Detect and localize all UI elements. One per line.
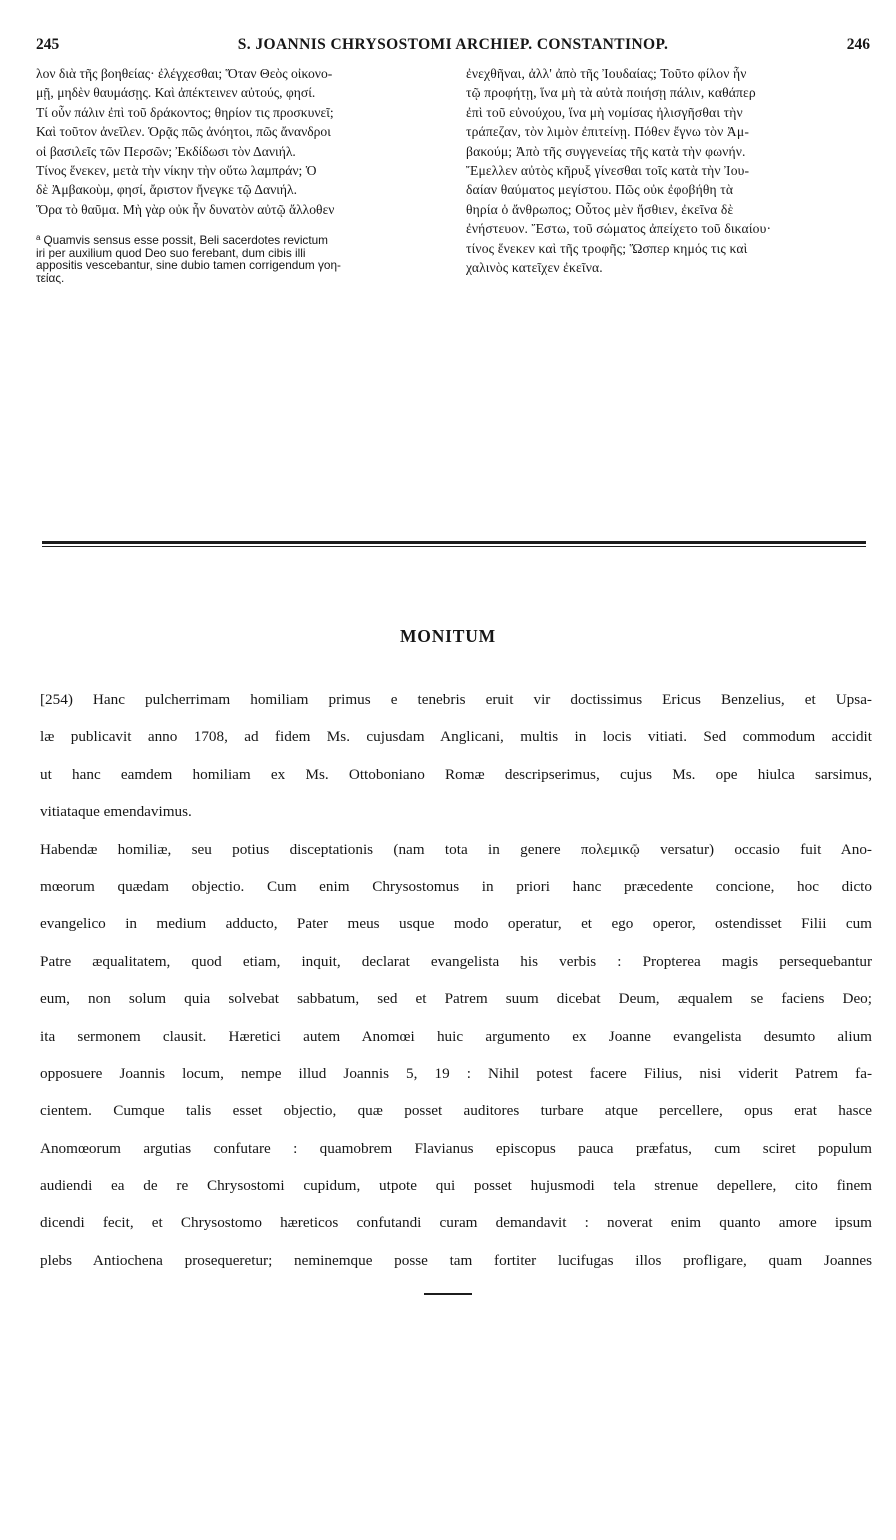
greek-line: ἐνεχθῆναι, ἀλλ' ἀπὸ τῆς Ἰουδαίας; Τοῦτο φίλον ἦν	[466, 66, 747, 81]
greek-line: Καὶ τοῦτον ἀνεῖλεν. Ὁρᾷς πῶς ἀνόητοι, πῶς ἄνανδροι	[36, 124, 331, 140]
body-line: dicendi fecit, et Chrysostomo hæreticos confutandi curam demandavit : noverat enim quanto amore ipsum	[40, 1214, 872, 1232]
greek-line: Τί οὖν πάλιν ἐπὶ τοῦ δράκοντος; θηρίον τις προσκυνεῖ;	[36, 104, 334, 120]
body-line: plebs Antiochena prosequeretur; neminemque posse tam fortiter lucifugas illos profligare, quam Joannes	[40, 1251, 872, 1269]
body-line: Habendæ homiliæ, seu potius disceptationis (nam tota in genere πολεμικῷ versatur) occasio fuit Ano-	[40, 840, 872, 858]
greek-line: δὲ Ἀμβακοὺμ, φησί, ἄριστον ἤνεγκε τῷ Δανιήλ.	[36, 182, 298, 198]
greek-line: μῇ, μηδὲν θαυμάσῃς. Καὶ ἀπέκτεινεν αὐτούς, φησί.	[36, 85, 316, 101]
greek-line: δαίαν θαύματος μεγίστου. Πῶς οὐκ ἐφοβήθη τὰ	[466, 182, 734, 198]
body-line: cientem. Cumque talis esset objectio, quæ posset auditores turbare atque percellere, opus erat hasce	[40, 1102, 872, 1120]
section-divider	[42, 541, 866, 549]
footnote-line: τείας.	[36, 272, 65, 285]
greek-line: Ἔμελλεν αὐτὸς κῆρυξ γίνεσθαι τοῖς κατὰ τὴν Ἰου-	[466, 163, 750, 179]
greek-line: ἐπὶ τοῦ εὐνούχου, ἵνα μὴ νομίσας ἠλισγῆσθαι τὴν	[466, 104, 743, 120]
running-header	[36, 36, 870, 58]
body-line: evangelico in medium adducto, Pater meus usque modo operatur, et ego operor, ostendisset Filii cum	[40, 915, 872, 933]
greek-line: οἱ βασιλεῖς τῶν Περσῶν; Ἐκδίδωσι τὸν Δανιήλ.	[36, 143, 296, 159]
footnote-marker: a	[36, 233, 41, 243]
greek-line: ἐνήστευον. Ἔστω, τοῦ σώματος ἀπείχετο τοῦ δικαίου·	[466, 221, 772, 237]
footnote-line: appositis vescebantur, sine dubio tamen corrigendum γοη-	[36, 259, 341, 273]
monitum-body	[40, 688, 872, 1286]
greek-line: τίνος ἕνεκεν καὶ τῆς τροφῆς; Ὥσπερ κημός τις καὶ	[466, 240, 748, 256]
body-line: opposuere Joannis locum, nempe illud Joannis 5, 19 : Nihil potest facere Filius, nisi viderit Patrem fa-	[40, 1064, 872, 1082]
greek-line: τῷ προφήτῃ, ἵνα μὴ τὰ αὐτὰ ποιήσῃ πάλιν, καθάπερ	[466, 85, 756, 101]
footnote-line: $^a$ Quamvis sensus esse possit, Beli sacerdotes revictum	[36, 233, 329, 247]
body-line: audiendi ea de re Chrysostomi cupidum, utpote qui posset hujusmodi tela strenue depellere, cito finem	[40, 1177, 872, 1195]
body-line: ut hanc eamdem homiliam ex Ms. Ottoboniano Romæ descripserimus, cujus Ms. ope hiulca sarsimus,	[40, 765, 872, 783]
greek-line: λον διὰ τῆς βοηθείας· ἐλέγχεσθαι; Ὅταν Θεὸς οἰκονο-	[36, 66, 333, 81]
body-line: ita sermonem clausit. Hæretici autem Anomœi huic argumento ex Joanne evangelista desumto alium	[40, 1027, 872, 1045]
body-line: mœorum quædam objectio. Cum enim Chrysostomus in priori hanc præcedente concione, hoc dicto	[40, 877, 872, 895]
end-rule	[424, 1293, 472, 1295]
running-title: S. JOANNIS CHRYSOSTOMI ARCHIEP. CONSTANTINOP.	[237, 36, 669, 53]
body-line: læ publicavit anno 1708, ad fidem Ms. cujusdam Anglicani, multis in locis vitiati. Sed commodum accidit	[40, 728, 872, 746]
greek-line: Τίνος ἕνεκεν, μετὰ τὴν νίκην τὴν οὕτω λαμπράν; Ὁ	[36, 163, 317, 179]
body-line: Anomœorum argutias confutare : quamobrem Flavianus episcopus pauca præfatus, cum sciret populum	[40, 1139, 872, 1157]
greek-line: χαλινὸς κατεῖχεν ἐκεῖνα.	[466, 260, 603, 276]
page-number-right: 246	[846, 36, 870, 53]
body-line: [254) Hanc pulcherrimam homiliam primus e tenebris eruit vir doctissimus Ericus Benzelius, et Upsa-	[40, 691, 872, 708]
greek-line: θηρία ὁ ἄνθρωπος; Οὗτος μὲν ἤσθιεν, ἐκεῖνα δὲ	[466, 201, 734, 217]
footnote-line: iri per auxilium quod Deo suo ferebant, dum cibis illi	[36, 246, 306, 260]
greek-line: Ὅρα τὸ θαῦμα. Μὴ γὰρ οὐκ ἦν δυνατὸν αὐτῷ ἄλλοθεν	[36, 201, 335, 217]
body-line: eum, non solum quia solvebat sabbatum, sed et Patrem suum dicebat Deum, æqualem se faciens Deo;	[40, 990, 872, 1008]
greek-line: τράπεζαν, τὸν λιμὸν ἐπιτείνῃ. Πόθεν ἔγνω τὸν Ἀμ-	[466, 124, 749, 140]
footnote	[36, 232, 454, 284]
section-title: MONITUM	[399, 626, 496, 646]
greek-line: βακούμ; Ἀπὸ τῆς συγγενείας τῆς κατὰ τὴν φωνήν.	[466, 143, 746, 159]
greek-column-left	[36, 64, 454, 285]
body-line: vitiataque emendavimus.	[40, 803, 192, 821]
page-number-left: 245	[36, 36, 60, 53]
greek-column-right	[466, 64, 870, 277]
body-line: Patre æqualitatem, quod etiam, inquit, declarat evangelista his verbis : Propterea magis persequebantur	[40, 952, 872, 970]
